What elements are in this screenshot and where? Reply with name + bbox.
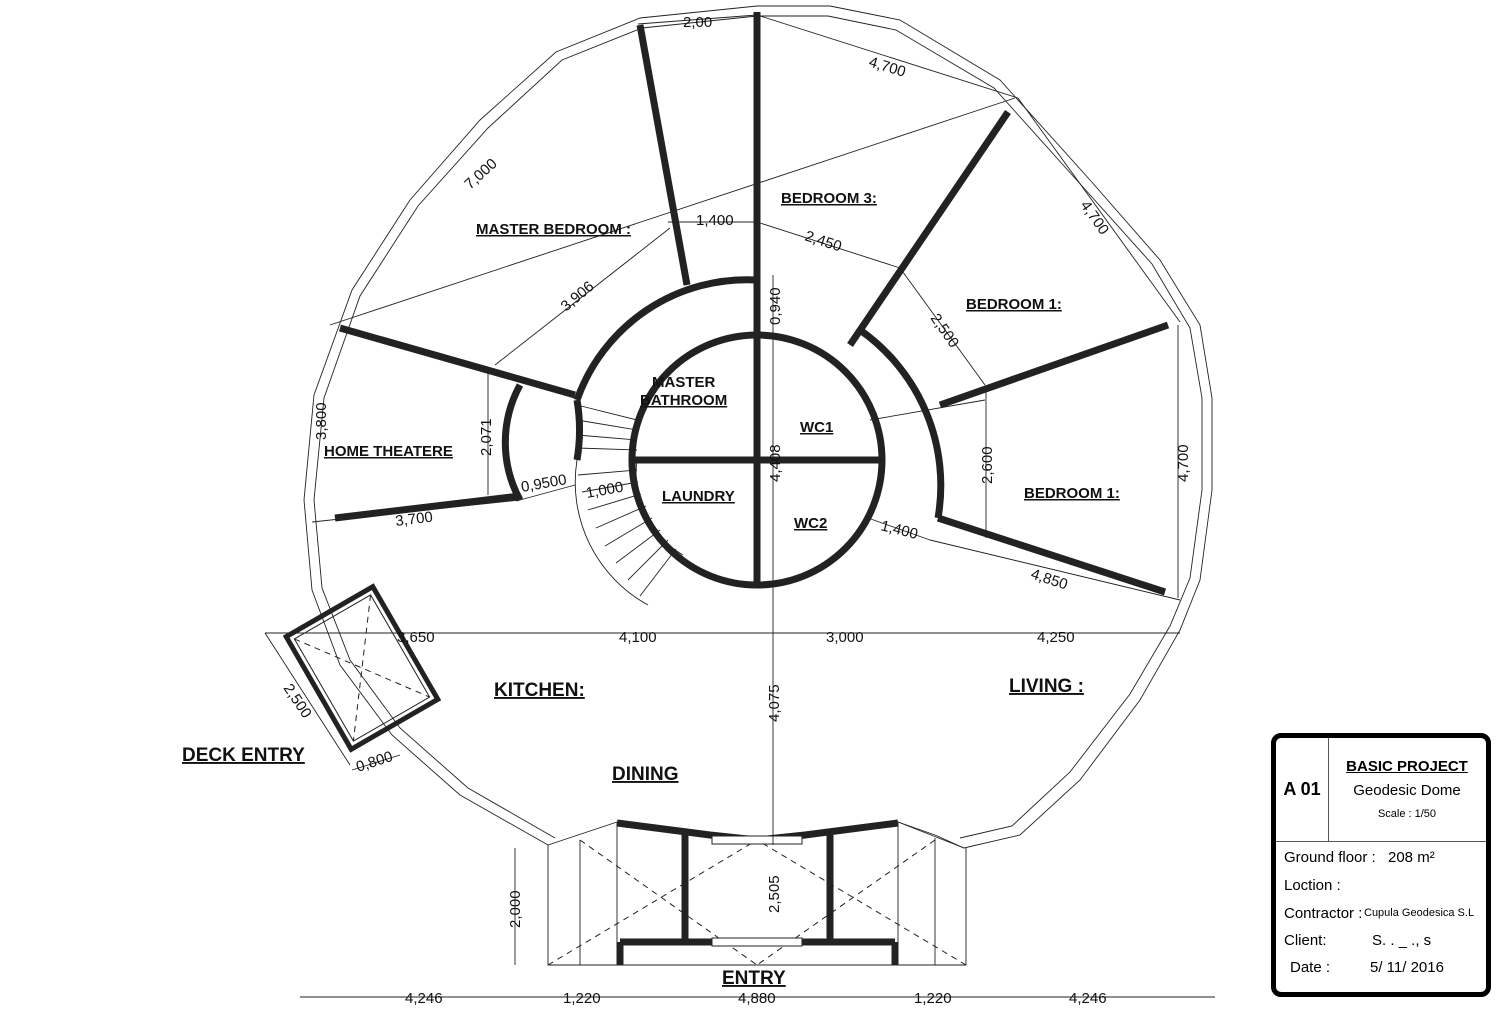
date-label: Date : — [1290, 959, 1331, 976]
central-core — [575, 12, 882, 605]
room-label-entry: ENTRY — [722, 968, 786, 989]
dim-2500-deck: 2,500 — [279, 680, 315, 722]
client-row — [1276, 927, 1486, 954]
location-label: Loction : — [1284, 877, 1341, 894]
dim-3000: 3,000 — [826, 629, 864, 646]
room-label-bedroom1-lower: BEDROOM 1: — [1024, 485, 1120, 502]
date-value: 5/ 11/ 2016 — [1370, 959, 1444, 976]
title-block — [1271, 733, 1491, 997]
dim-2000-top: 2,00 — [683, 14, 713, 31]
room-label-bedroom3: BEDROOM 3: — [781, 190, 877, 207]
dim-1220-left: 1,220 — [563, 990, 601, 1007]
room-label-wc1: WC1 — [800, 419, 834, 436]
dim-1400-wc: 1,400 — [879, 517, 920, 543]
client-value: S. . _ ., s — [1372, 932, 1432, 949]
dim-3650: 3,650 — [397, 629, 435, 646]
contractor-value: Cupula Geodesica S.L — [1364, 907, 1475, 919]
dim-4250: 4,250 — [1037, 629, 1075, 646]
location-row — [1276, 872, 1486, 899]
room-label-kitchen: KITCHEN: — [494, 680, 585, 701]
dim-4246-right: 4,246 — [1069, 990, 1107, 1007]
dim-09500: 0,9500 — [519, 471, 568, 496]
client-label: Client: — [1284, 932, 1327, 949]
dim-0940: 0,940 — [767, 287, 784, 325]
dim-4075: 4,075 — [766, 684, 783, 722]
dim-4408: 4,408 — [767, 444, 784, 482]
dimension-labels — [280, 14, 1192, 1007]
dim-0800: 0,800 — [353, 748, 395, 776]
dim-2450: 2,450 — [802, 227, 844, 256]
contractor-row — [1276, 900, 1486, 927]
room-label-home-theatre: HOME THEATERE — [324, 443, 453, 460]
dim-3906: 3,906 — [557, 277, 598, 316]
drawing-scale: Scale : 1/50 — [1377, 808, 1437, 820]
sheet-number: A 01 — [1276, 738, 1329, 841]
dim-4246-left: 4,246 — [405, 990, 443, 1007]
stairs — [575, 405, 683, 605]
dim-4880: 4,880 — [738, 990, 776, 1007]
date-row — [1276, 954, 1486, 981]
dim-4100: 4,100 — [619, 629, 657, 646]
entry-vestibule — [548, 822, 966, 965]
contractor-label: Contractor : — [1284, 905, 1363, 922]
dim-4700-top: 4,700 — [866, 53, 908, 81]
room-label-bedroom1-upper: BEDROOM 1: — [966, 296, 1062, 313]
dim-4700-vert: 4,700 — [1175, 444, 1192, 482]
dim-4850: 4,850 — [1028, 565, 1070, 594]
dim-4700-right: 4,700 — [1076, 197, 1113, 239]
room-label-deck-entry: DECK ENTRY — [182, 745, 305, 766]
ground-floor-row — [1276, 844, 1486, 871]
deck-entry-box — [286, 587, 438, 750]
dim-2071: 2,071 — [478, 418, 495, 456]
dim-1400-top: 1,400 — [696, 212, 734, 229]
room-label-wc2: WC2 — [794, 515, 828, 532]
dim-7000: 7,000 — [461, 155, 501, 193]
dim-1220-right: 1,220 — [914, 990, 952, 1007]
room-label-master-bathroom-2: BATHROOM — [640, 392, 728, 409]
dim-3800: 3,800 — [313, 402, 330, 440]
dim-2500-bed: 2,500 — [926, 310, 963, 352]
title-block-header — [1276, 738, 1486, 842]
room-label-dining: DINING — [612, 764, 679, 785]
room-label-living: LIVING : — [1009, 676, 1084, 697]
project-name: Geodesic Dome — [1353, 782, 1461, 799]
ground-floor-value: 208 m² — [1388, 849, 1435, 866]
dim-1000: 1,000 — [584, 478, 625, 502]
dim-2600: 2,600 — [979, 446, 996, 484]
ground-floor-label: Ground floor : — [1284, 849, 1376, 866]
room-label-master-bedroom: MASTER BEDROOM : — [476, 221, 631, 238]
room-label-master-bathroom-1: MASTER — [652, 374, 716, 391]
dim-2000-entry: 2,000 — [507, 890, 524, 928]
room-label-laundry: LAUNDRY — [662, 488, 735, 505]
project-type: BASIC PROJECT — [1346, 758, 1468, 775]
dim-3700: 3,700 — [394, 508, 434, 530]
dim-2505: 2,505 — [766, 875, 783, 913]
